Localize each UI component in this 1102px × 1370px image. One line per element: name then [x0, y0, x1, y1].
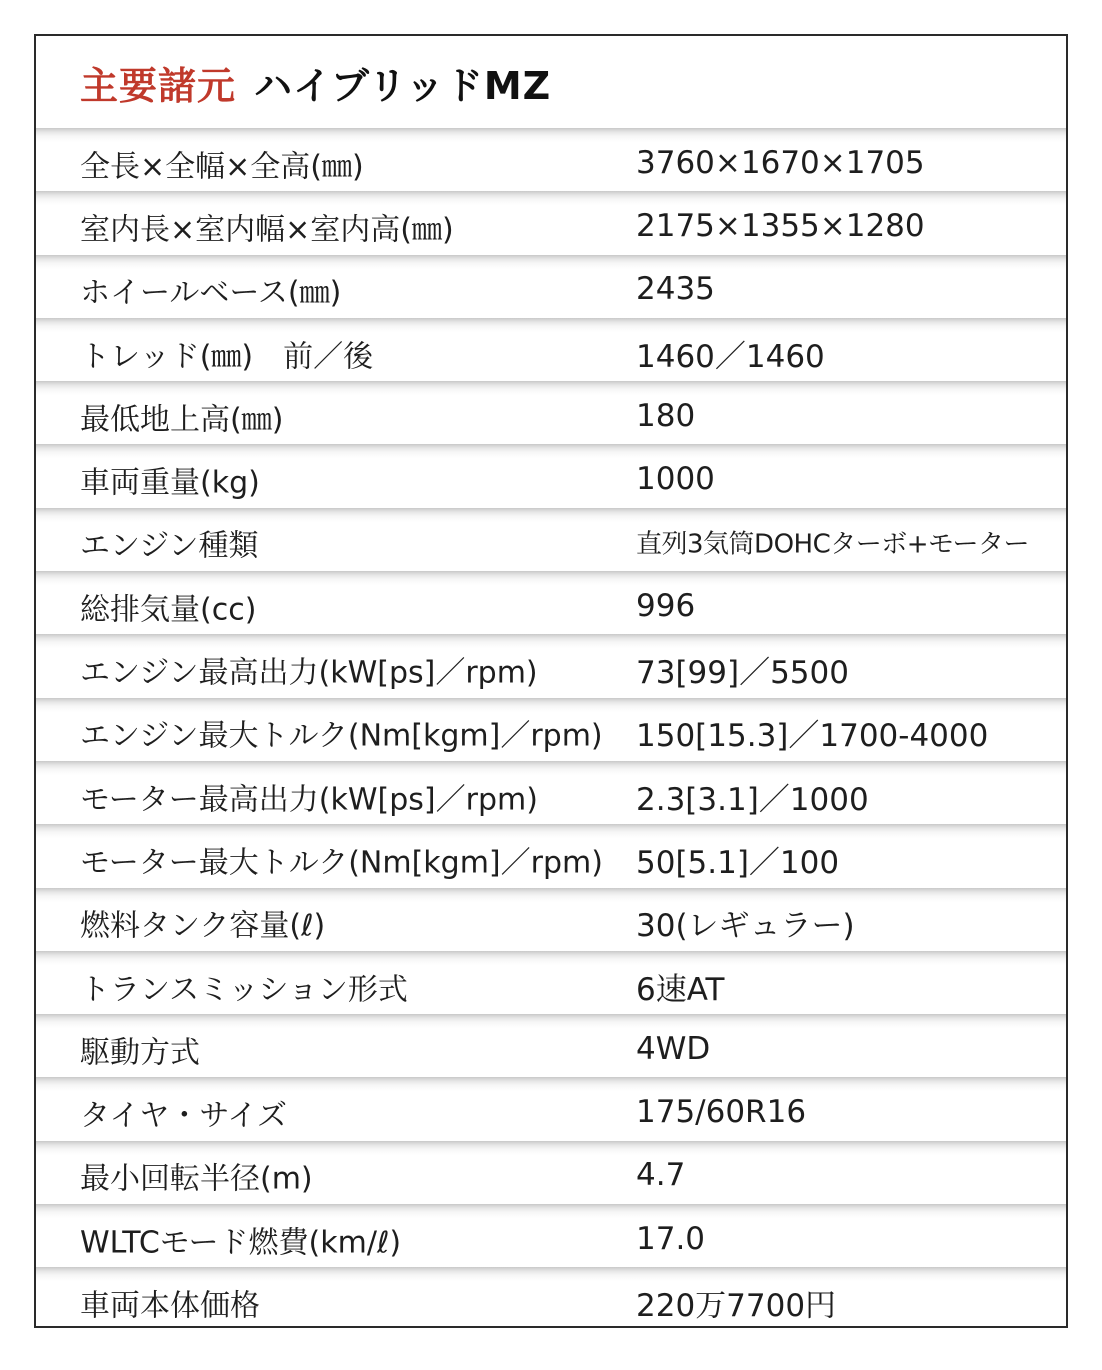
spec-label: 燃料タンク容量(ℓ) — [80, 908, 326, 944]
spec-value: 2.3[3.1]／1000 — [636, 781, 869, 818]
spec-label: 総排気量(cc) — [80, 592, 257, 628]
spec-label: ホイールベース(㎜) — [80, 275, 342, 311]
spec-label: エンジン種類 — [80, 528, 259, 564]
spec-value: 4WD — [636, 1030, 711, 1067]
spec-row-fuel-tank — [36, 888, 1066, 951]
spec-row-engine-type — [36, 508, 1066, 571]
spec-row-wheelbase — [36, 255, 1066, 318]
spec-rows — [36, 128, 1066, 1326]
spec-value: 996 — [636, 587, 696, 624]
spec-row-tire-size — [36, 1077, 1066, 1140]
spec-value: 6速AT — [636, 971, 725, 1008]
spec-value: 2175×1355×1280 — [636, 207, 925, 244]
spec-row-transmission — [36, 951, 1066, 1014]
spec-label: 最低地上高(㎜) — [80, 402, 284, 438]
spec-label: 車両重量(kg) — [80, 465, 260, 501]
spec-row-fuel-economy — [36, 1204, 1066, 1267]
spec-label: モーター最高出力(kW[ps]／rpm) — [80, 782, 538, 818]
spec-value: 175/60R16 — [636, 1093, 807, 1130]
spec-row-tread — [36, 318, 1066, 381]
spec-label: タイヤ・サイズ — [80, 1098, 287, 1134]
spec-value: 2435 — [636, 271, 715, 308]
spec-value: 1460／1460 — [636, 338, 825, 375]
spec-row-engine-torque — [36, 698, 1066, 761]
spec-row-engine-power — [36, 634, 1066, 697]
spec-label: モーター最大トルク(Nm[kgm]／rpm) — [80, 845, 603, 881]
spec-row-price — [36, 1267, 1066, 1328]
spec-value: 50[5.1]／100 — [636, 845, 840, 882]
spec-header — [36, 36, 1066, 128]
spec-value: 3760×1670×1705 — [636, 144, 925, 181]
spec-label: トランスミッション形式 — [80, 972, 408, 1008]
spec-row-dimensions — [36, 128, 1066, 191]
spec-title: 主要諸元 — [80, 63, 237, 108]
spec-row-turning-radius — [36, 1141, 1066, 1204]
spec-value: 1000 — [636, 461, 715, 498]
spec-row-ground-clearance — [36, 381, 1066, 444]
spec-value: 73[99]／5500 — [636, 655, 849, 692]
spec-label: 室内長×室内幅×室内高(㎜) — [80, 212, 454, 248]
spec-label: WLTCモード燃費(km/ℓ) — [80, 1225, 402, 1261]
spec-label: トレッド(㎜) 前／後 — [80, 339, 374, 375]
spec-label: 最小回転半径(m) — [80, 1161, 313, 1197]
spec-row-vehicle-weight — [36, 444, 1066, 507]
spec-label: 車両本体価格 — [80, 1288, 260, 1324]
spec-value: 30(レギュラー) — [636, 908, 855, 945]
spec-row-interior-dimensions — [36, 191, 1066, 254]
spec-row-displacement — [36, 571, 1066, 634]
spec-row-motor-power — [36, 761, 1066, 824]
model-name: ハイブリッドMZ — [254, 63, 552, 108]
spec-label: 駆動方式 — [80, 1035, 200, 1071]
spec-row-drivetrain — [36, 1014, 1066, 1077]
spec-value: 4.7 — [636, 1157, 686, 1194]
spec-table — [34, 34, 1068, 1328]
spec-label: 全長×全幅×全高(㎜) — [80, 149, 364, 185]
spec-label: エンジン最大トルク(Nm[kgm]／rpm) — [80, 718, 603, 754]
spec-label: エンジン最高出力(kW[ps]／rpm) — [80, 655, 538, 691]
spec-row-motor-torque — [36, 824, 1066, 887]
spec-value: 直列3気筒DOHCターボ+モーター — [636, 529, 1029, 560]
spec-value: 180 — [636, 397, 696, 434]
spec-value: 150[15.3]／1700-4000 — [636, 718, 989, 755]
spec-value: 17.0 — [636, 1220, 706, 1257]
spec-value: 220万7700円 — [636, 1288, 837, 1325]
